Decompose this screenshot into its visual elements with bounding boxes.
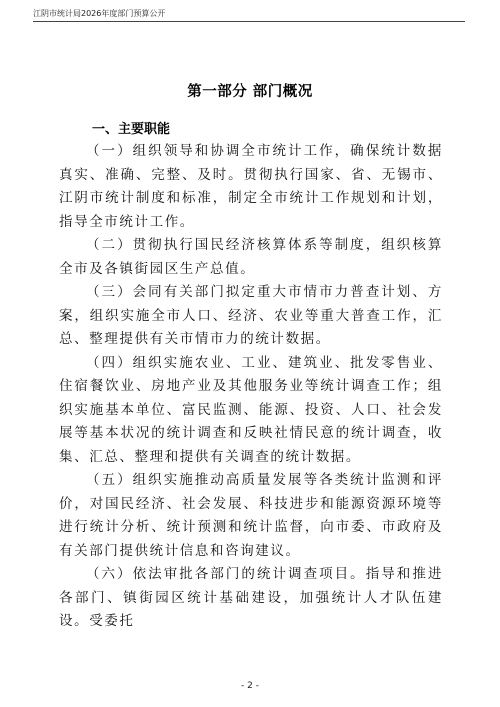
- header-divider: [33, 21, 465, 22]
- page-header: 江阴市统计局2026年度部门预算公开: [33, 9, 166, 18]
- section-heading: 一、主要职能: [92, 122, 171, 137]
- paragraph-3: （三）会同有关部门拟定重大市情市力普查计划、方案，组织实施全市人口、经济、农业等重大普查工作，汇总、整理提供有关市情市力的统计数据。: [59, 284, 443, 347]
- paragraph-4: （四）组织实施农业、工业、建筑业、批发零售业、住宿餐饮业、房地产业及其他服务业等统计调查工作；组织实施基本单位、富民监测、能源、投资、人口、社会发展等基本状况的统计调查和反映社情民意的统计调查，收集、汇总、整理和提供有关调查的统计数据。: [59, 354, 443, 465]
- paragraph-2: （二）贯彻执行国民经济核算体系等制度，组织核算全市及各镇街园区生产总值。: [59, 237, 443, 277]
- document-body: [59, 140, 443, 634]
- paragraph-6: （六）依法审批各部门的统计调查项目。指导和推进各部门、镇街园区统计基础建设，加强统计人才队伍建设。受委托: [59, 566, 443, 629]
- page-number: - 2 -: [241, 681, 259, 691]
- part-title: 第一部分 部门概况: [187, 83, 313, 100]
- paragraph-1: （一）组织领导和协调全市统计工作，确保统计数据真实、准确、完整、及时。贯彻执行国家、省、无锡市、江阴市统计制度和标准，制定全市统计工作规划和计划，指导全市统计工作。: [59, 143, 443, 230]
- paragraph-5: （五）组织实施推动高质量发展等各类统计监测和评价，对国民经济、社会发展、科技进步和能源资源环境等进行统计分析、统计预测和统计监督，向市委、市政府及有关部门提供统计信息和咨询建议。: [59, 472, 443, 559]
